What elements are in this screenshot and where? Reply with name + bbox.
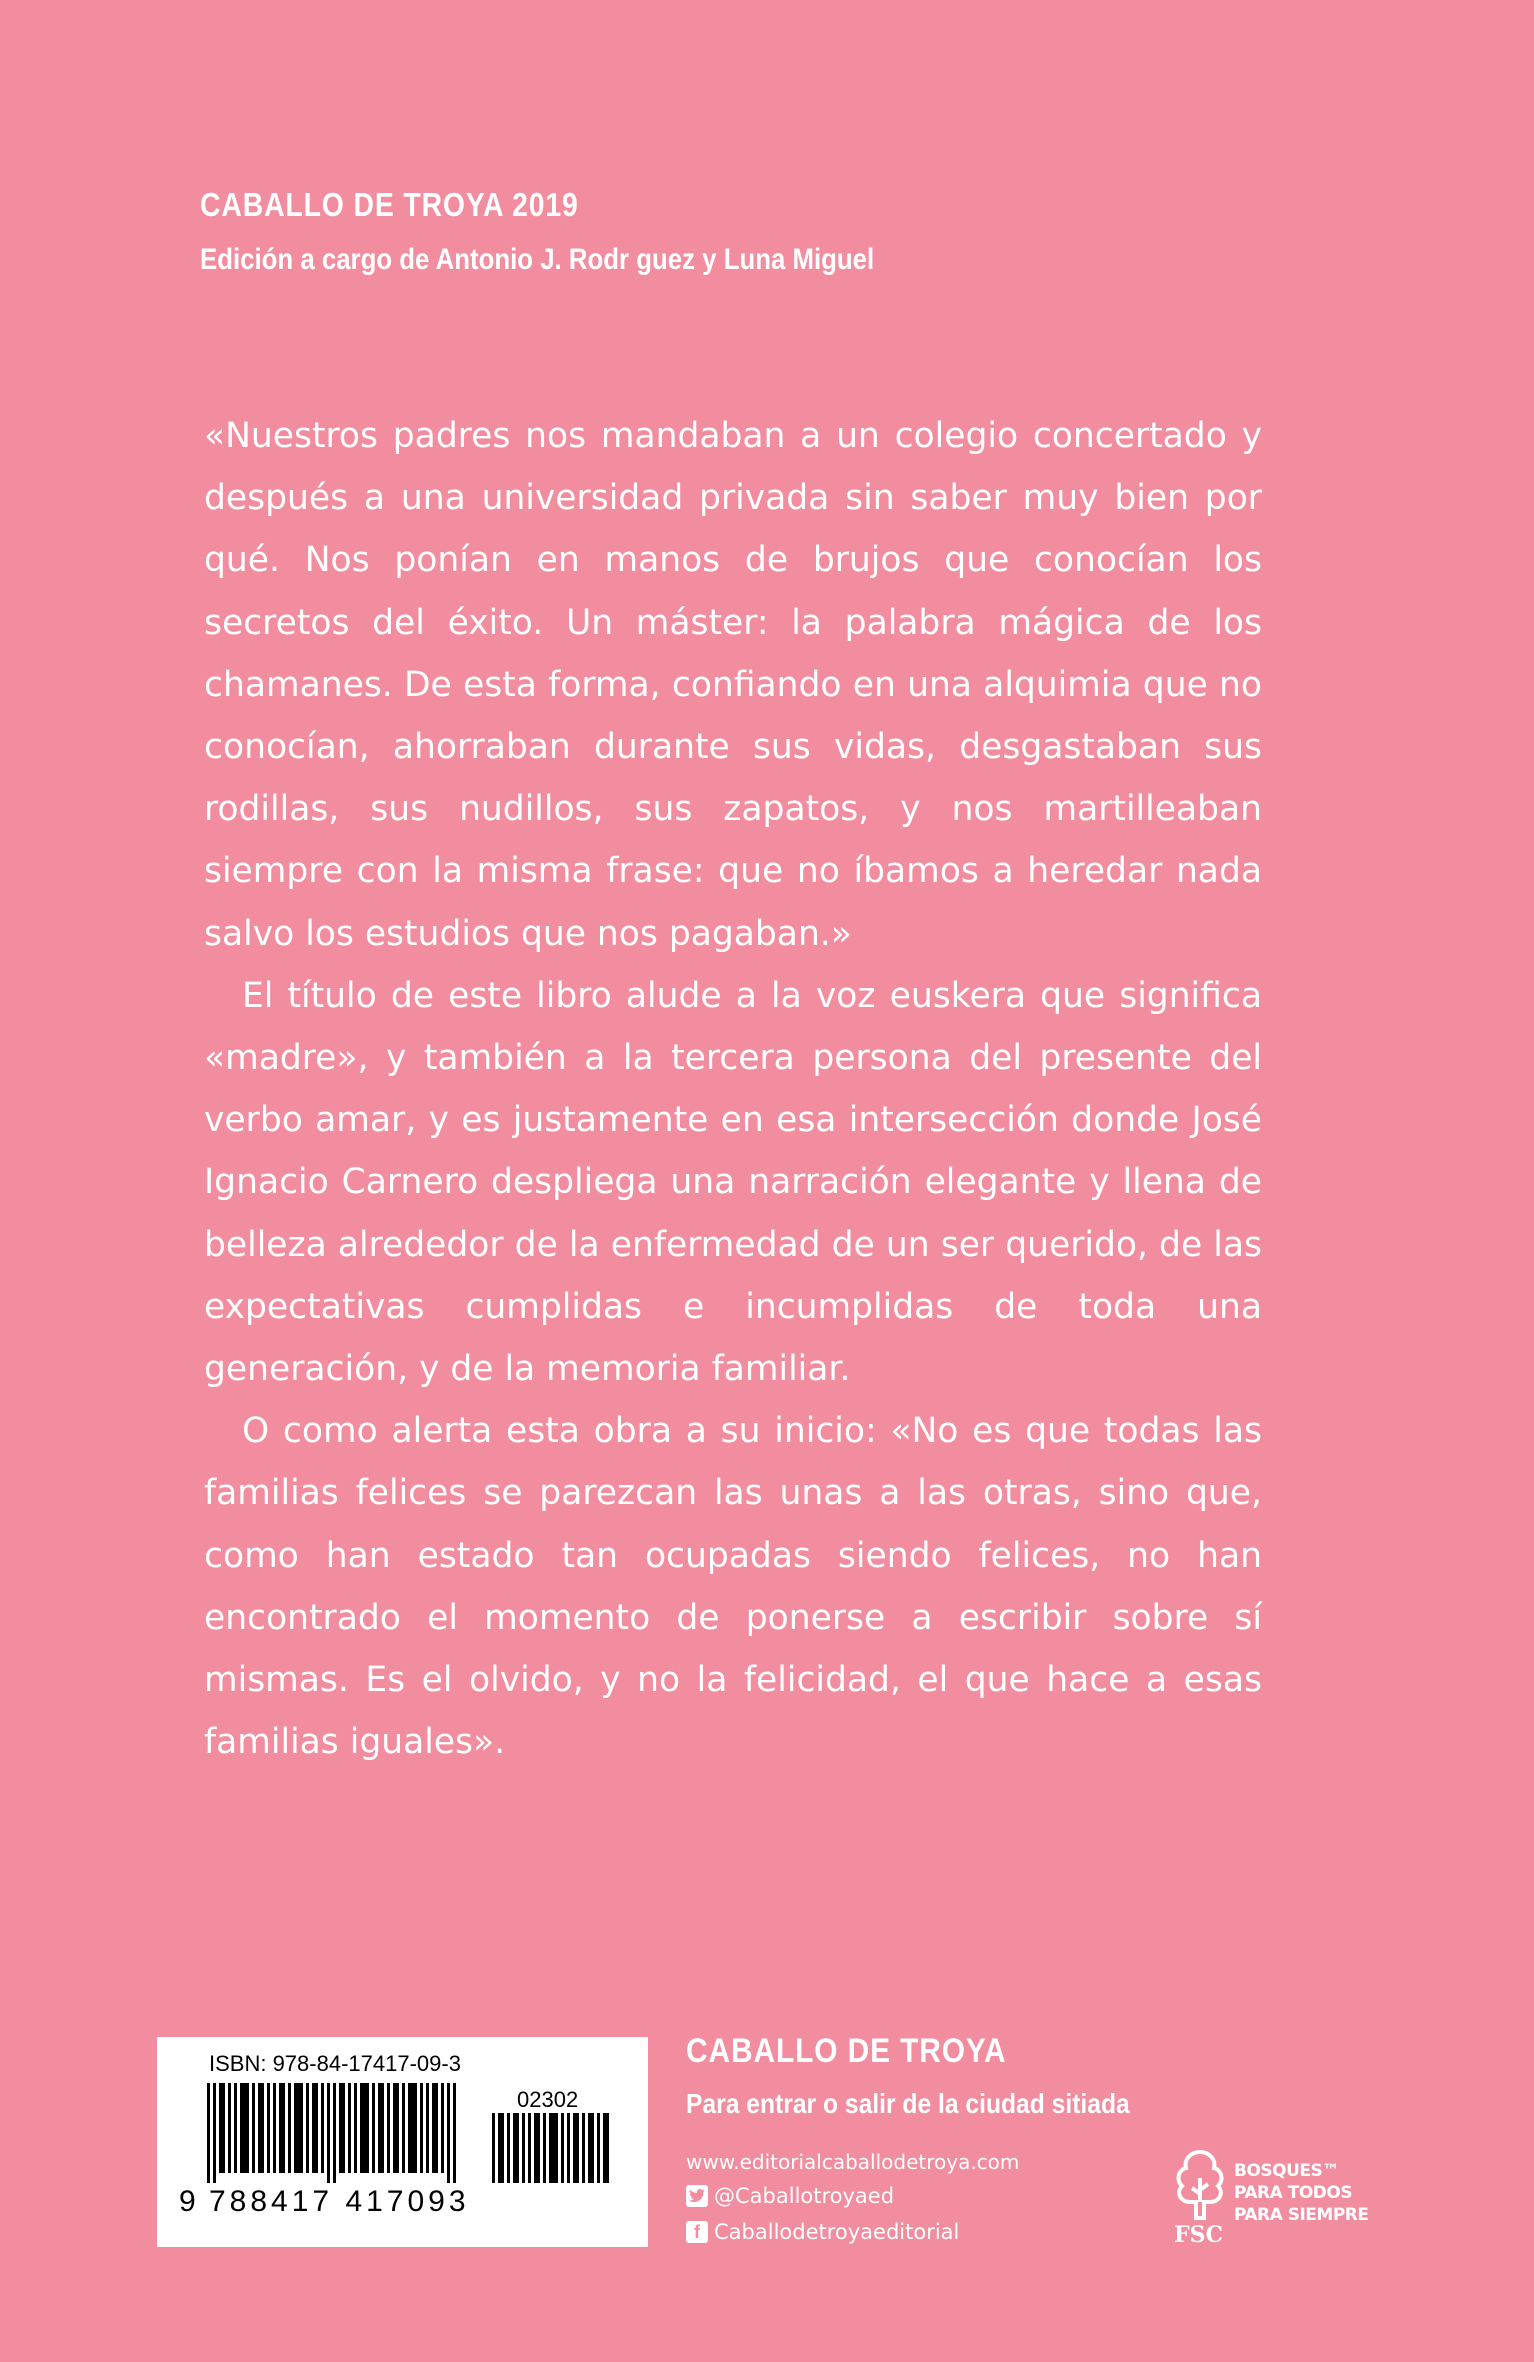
publisher-website[interactable]: www.editorialcaballodetroya.com: [686, 2150, 1020, 2174]
bosques-logo: [1234, 2160, 1368, 2226]
bosques-line-2: PARA TODOS: [1234, 2183, 1353, 2203]
facebook-handle: Caballodetroyaeditorial: [714, 2220, 960, 2244]
barcode-box: [157, 2037, 648, 2247]
addon-barcode: [492, 2113, 612, 2183]
ean-digits: 788417 417093: [209, 2185, 470, 2218]
facebook-icon: f: [686, 2221, 708, 2243]
blurb-description-paragraph: El título de este libro alude a la voz euskera que significa «madre», y también a la tercera persona del presente del verbo amar, y es justamente en esa intersección donde José Ignacio Carnero despliega una narración elegante y llena de belleza alrededor de la enfermedad de un ser querido, de las expectativas cumplidas e incumplidas de toda una generación, y de la memoria familiar.: [204, 975, 1262, 1390]
bosques-line-1: BOSQUES™: [1234, 2161, 1339, 2181]
bosques-line-3: PARA SIEMPRE: [1234, 2205, 1369, 2225]
isbn-label: ISBN: 978-84-17417-09-3: [209, 2051, 461, 2076]
publisher-tagline: Para entrar o salir de la ciudad sitiada: [686, 2088, 1130, 2119]
fsc-tree-icon: [1168, 2148, 1232, 2224]
blurb-quote-paragraph: «Nuestros padres nos mandaban a un colegio concertado y después a una universidad privada sin saber muy bien por qué. Nos ponían en manos de brujos que conocían los secretos del éxito. Un máster: la palabra mágica de los chamanes. De esta forma, confiando en una alquimia que no conocían, ahorraban durante sus vidas, desgastaban sus rodillas, sus nudillos, sus zapatos, y nos martilleaban siempre con la misma frase: que no íbamos a heredar nada salvo los estudios que nos pagaban.»: [204, 416, 1262, 954]
ean-barcode: [207, 2083, 477, 2183]
ean-first-digit: 9: [179, 2185, 196, 2218]
blurb-closing-paragraph: O como alerta esta obra a su inicio: «No es que todas las familias felices se parezcan las unas a las otras, sino que, como han estado tan ocupadas siendo felices, no han encontrado el momento de ponerse a escribir sobre sí mismas. Es el olvido, y no la felicidad, el que hace a esas familias iguales».: [204, 1411, 1262, 1763]
twitter-icon: [686, 2185, 708, 2207]
edition-credit: Edición a cargo de Antonio J. Rodr guez y Luna Miguel: [200, 243, 875, 276]
twitter-handle: @Caballotroyaed: [714, 2184, 895, 2208]
price-code: 02302: [517, 2087, 579, 2112]
publisher-name: CABALLO DE TROYA: [686, 2032, 1007, 2070]
fsc-label: FSC: [1174, 2222, 1224, 2248]
series-title: CABALLO DE TROYA 2019: [200, 186, 579, 223]
facebook-row[interactable]: [686, 2220, 959, 2244]
twitter-row[interactable]: [686, 2184, 894, 2208]
back-cover-blurb: [204, 405, 1262, 1773]
